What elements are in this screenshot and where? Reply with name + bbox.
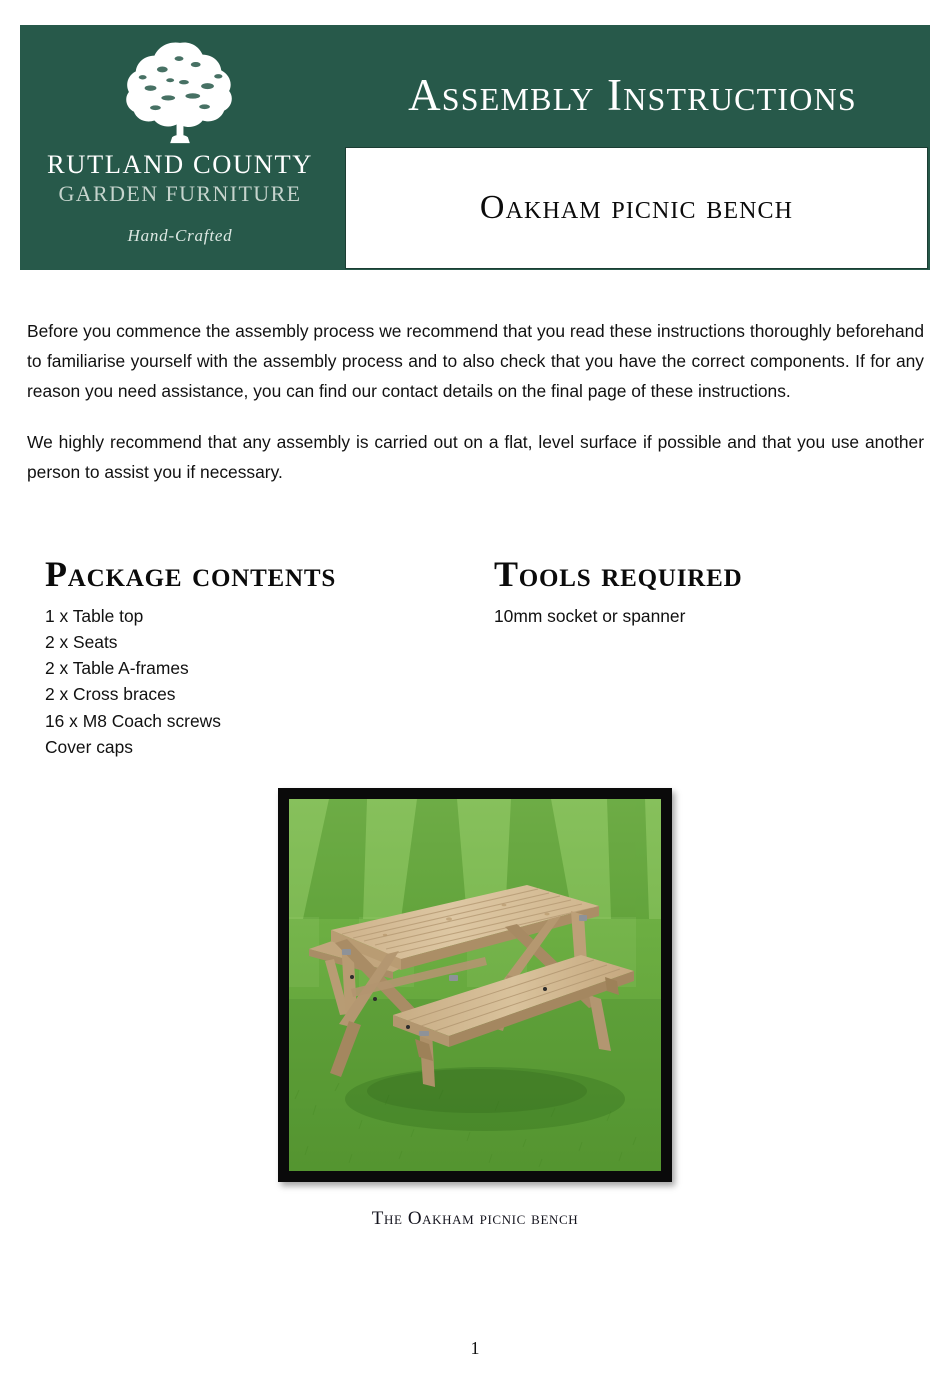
package-contents-heading: Package contents <box>45 554 337 594</box>
list-item: 2 x Table A-frames <box>45 658 189 679</box>
list-item: 2 x Seats <box>45 632 118 652</box>
package-contents-list <box>45 603 465 760</box>
tools-required-heading: Tools required <box>494 554 743 594</box>
tree-icon <box>121 37 239 149</box>
page-title: Assembly Instructions <box>408 70 857 120</box>
document-title-area <box>345 45 920 145</box>
intro-text <box>27 316 924 487</box>
brand-tagline: Hand-Crafted <box>127 225 233 245</box>
list-item: Cover caps <box>45 736 133 757</box>
product-photo-frame <box>278 788 672 1182</box>
tools-required-section <box>494 556 894 629</box>
photo-caption: The Oakham picnic bench <box>371 1208 579 1229</box>
intro-paragraph-2: We highly recommend that any assembly is carried out on a flat, level surface if possible and that you use another person to assist you if necessary. <box>27 432 924 482</box>
list-item: 16 x M8 Coach screws <box>45 710 221 731</box>
product-name: Oakham picnic bench <box>479 189 794 226</box>
package-contents-section <box>45 556 465 760</box>
product-name-box <box>345 147 928 269</box>
page-number: 1 <box>470 1338 480 1358</box>
brand-name-secondary: GARDEN FURNITURE <box>58 180 302 206</box>
list-item: 1 x Table top <box>45 605 144 626</box>
list-item: 2 x Cross braces <box>45 684 176 705</box>
intro-paragraph-1: Before you commence the assembly process we recommend that you read these instructions thoroughly beforehand to familiarise yourself with the assembly process and to also check that you have the correct components. If for any reason you need assistance, you can find our contact details on the final page of these instructions. <box>27 321 924 401</box>
product-photo <box>289 799 661 1171</box>
list-item: 10mm socket or spanner <box>494 605 686 626</box>
brand-logo-block <box>20 25 340 270</box>
brand-name-primary: RUTLAND COUNTY <box>46 149 314 179</box>
